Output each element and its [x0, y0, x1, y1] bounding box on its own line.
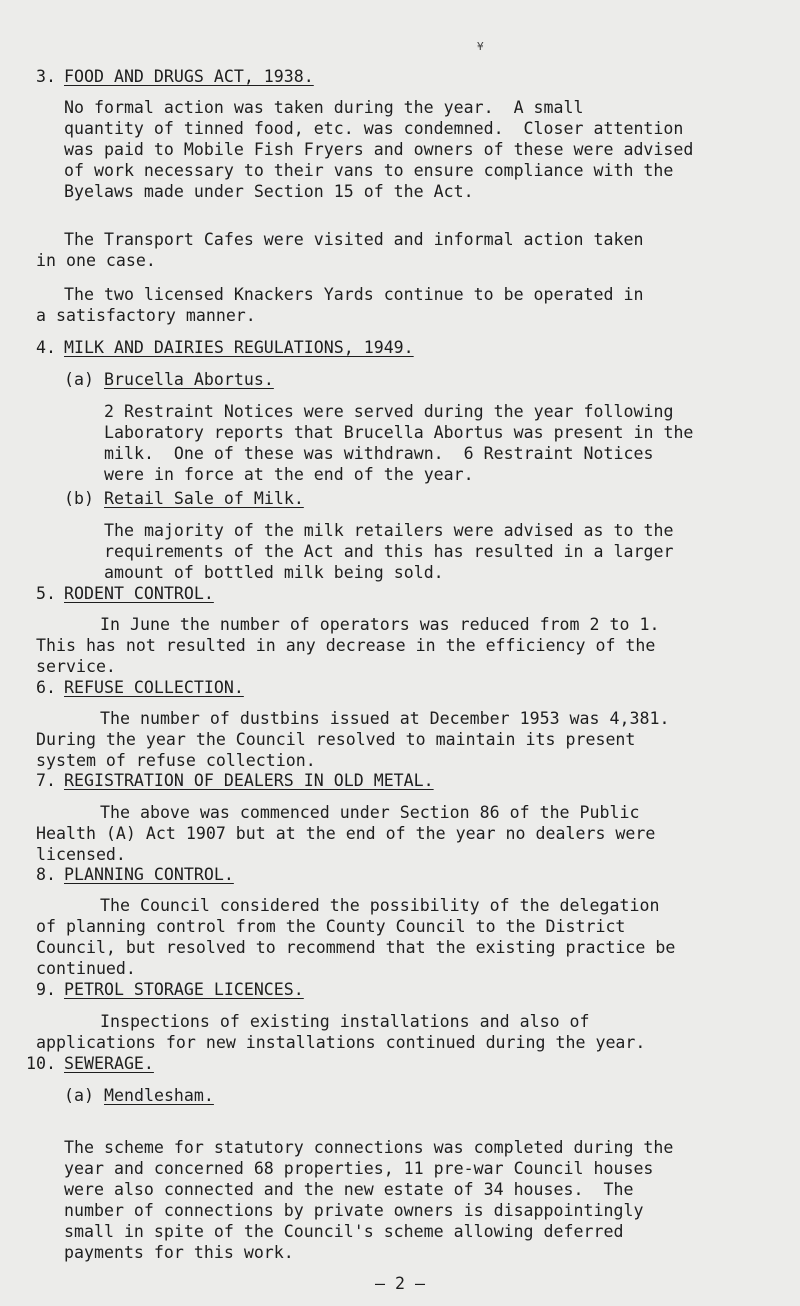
line: The two licensed Knackers Yards continue to be operated in [64, 285, 644, 304]
section-3-para-2 [36, 229, 644, 271]
section-5-body [36, 614, 660, 677]
line: system of refuse collection. [36, 751, 316, 770]
sub-4b-title: Retail Sale of Milk. [104, 489, 304, 508]
line: In June the number of operators was reduced from 2 to 1. [100, 615, 660, 634]
section-3-para-1 [64, 97, 693, 202]
sub-4a-label: (a) [64, 370, 94, 389]
line: number of connections by private owners is disappointingly [64, 1201, 644, 1220]
sub-10a-title: Mendlesham. [104, 1086, 214, 1105]
line: was paid to Mobile Fish Fryers and owners of these were advised [64, 140, 694, 159]
line: Laboratory reports that Brucella Abortus was present in the [104, 423, 694, 442]
line: applications for new installations continued during the year. [36, 1033, 646, 1052]
line: During the year the Council resolved to maintain its present [36, 730, 636, 749]
line: in one case. [36, 251, 156, 270]
line: year and concerned 68 properties, 11 pre-war Council houses [64, 1159, 654, 1178]
section-3-heading: FOOD AND DRUGS ACT, 1938. [64, 67, 314, 86]
line: of work necessary to their vans to ensure compliance with the [64, 161, 674, 180]
section-3-number: 3. [36, 67, 56, 86]
line: amount of bottled milk being sold. [104, 563, 444, 582]
line: service. [36, 657, 116, 676]
line: The scheme for statutory connections was completed during the [64, 1138, 674, 1157]
line: payments for this work. [64, 1243, 294, 1262]
line: The majority of the milk retailers were advised as to the [104, 521, 674, 540]
section-7-number: 7. [36, 771, 56, 790]
line: quantity of tinned food, etc. was condemned. Closer attention [64, 119, 684, 138]
page-mark: ¥ [477, 40, 484, 53]
section-4-number: 4. [36, 338, 56, 357]
line: were also connected and the new estate of 34 houses. The [64, 1180, 634, 1199]
section-3-para-3 [36, 284, 644, 326]
section-10-heading: SEWERAGE. [64, 1054, 154, 1073]
section-6-body [36, 708, 670, 771]
line: small in spite of the Council's scheme allowing deferred [64, 1222, 624, 1241]
sub-4a-title: Brucella Abortus. [104, 370, 274, 389]
section-5-heading: RODENT CONTROL. [64, 584, 214, 603]
line: No formal action was taken during the year. A small [64, 98, 584, 117]
line: Health (A) Act 1907 but at the end of the year no dealers were [36, 824, 656, 843]
section-8-body [36, 895, 675, 979]
sub-4a-body [104, 401, 693, 485]
section-6-heading: REFUSE COLLECTION. [64, 678, 244, 697]
line: a satisfactory manner. [36, 306, 256, 325]
section-9-body [36, 1011, 645, 1053]
sub-10a-body [64, 1137, 673, 1263]
line: milk. One of these was withdrawn. 6 Restraint Notices [104, 444, 654, 463]
section-8-number: 8. [36, 865, 56, 884]
line: The number of dustbins issued at December 1953 was 4,381. [100, 709, 670, 728]
line: The Council considered the possibility of the delegation [100, 896, 660, 915]
line: Byelaws made under Section 15 of the Act. [64, 182, 474, 201]
line: Council, but resolved to recommend that the existing practice be [36, 938, 676, 957]
section-9-number: 9. [36, 980, 56, 999]
line: continued. [36, 959, 136, 978]
section-7-heading: REGISTRATION OF DEALERS IN OLD METAL. [64, 771, 434, 790]
line: The Transport Cafes were visited and informal action taken [64, 230, 644, 249]
line: Inspections of existing installations and also of [100, 1012, 590, 1031]
line: requirements of the Act and this has resulted in a larger [104, 542, 674, 561]
sub-4b-body [104, 520, 673, 583]
page-number: — 2 — [375, 1274, 425, 1293]
line: 2 Restraint Notices were served during the year following [104, 402, 674, 421]
section-5-number: 5. [36, 584, 56, 603]
line: of planning control from the County Council to the District [36, 917, 626, 936]
line: were in force at the end of the year. [104, 465, 474, 484]
section-10-number: 10. [26, 1054, 56, 1073]
section-7-body [36, 802, 655, 865]
line: This has not resulted in any decrease in the efficiency of the [36, 636, 656, 655]
sub-10a-label: (a) [64, 1086, 94, 1105]
section-6-number: 6. [36, 678, 56, 697]
sub-4b-label: (b) [64, 489, 94, 508]
section-4-heading: MILK AND DAIRIES REGULATIONS, 1949. [64, 338, 414, 357]
line: licensed. [36, 845, 126, 864]
section-9-heading: PETROL STORAGE LICENCES. [64, 980, 304, 999]
line: The above was commenced under Section 86 of the Public [100, 803, 640, 822]
section-8-heading: PLANNING CONTROL. [64, 865, 234, 884]
